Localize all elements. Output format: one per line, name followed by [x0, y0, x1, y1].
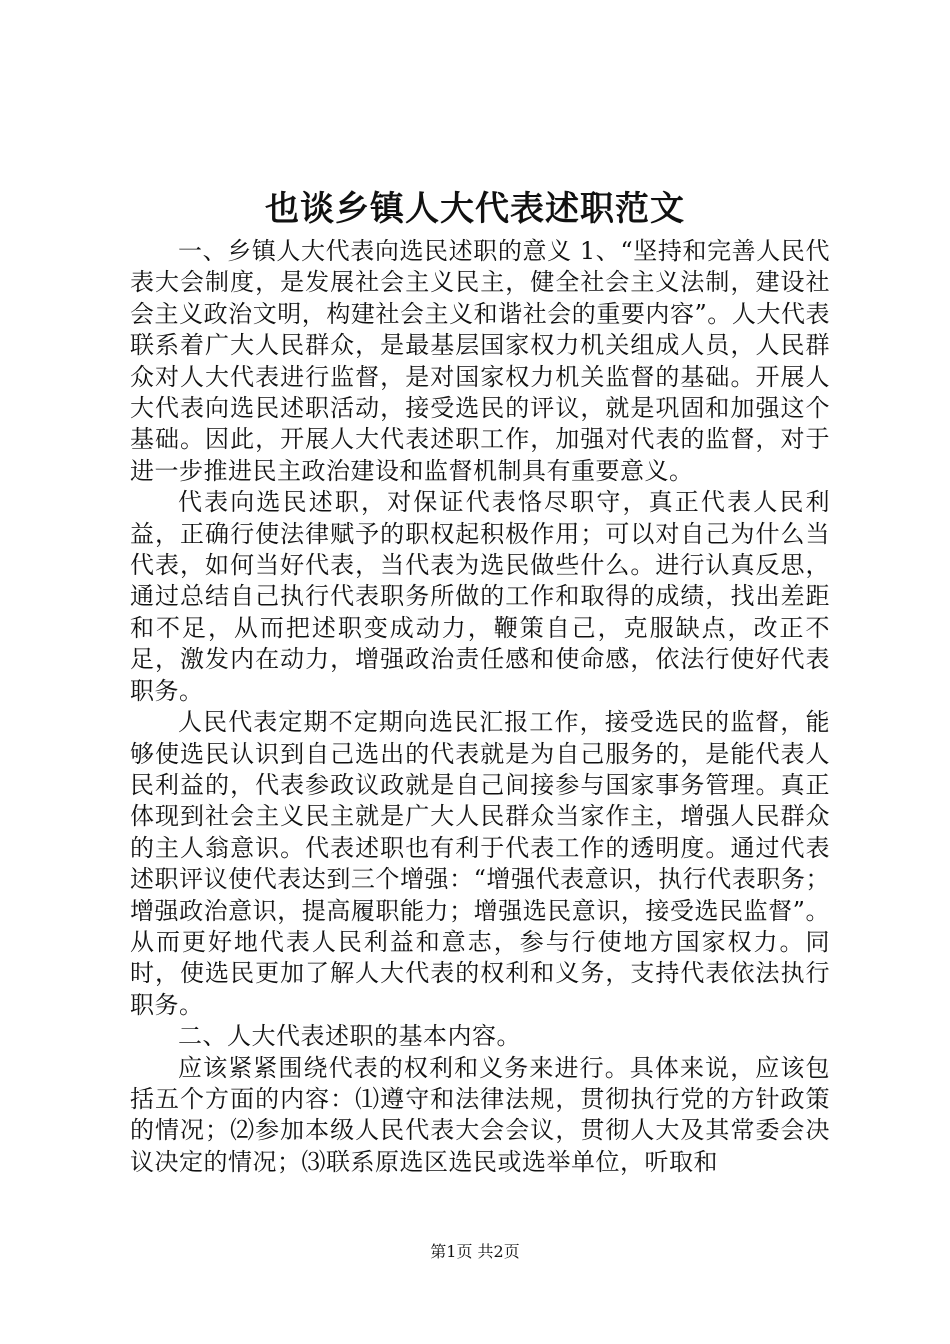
paragraph-1: 一、乡镇人大代表向选民述职的意义 1、“坚持和完善人民代表大会制度，是发展社会主义民主，健全社会主义法制，建设社会主义政治文明，构建社会主义和谐社会的重要内容”。人大代表联系着广大人民群众，是最基层国家权力机关组成人员，人民群众对人大代表进行监督，是对国家权力机关监督的基础。开展人大代表向选民述职活动，接受选民的评议，就是巩固和加强这个基础。因此，开展人大代表述职工作，加强对代表的监督，对于进一步推进民主政治建设和监督机制具有重要意义。: [130, 237, 830, 485]
paragraph-3: 人民代表定期不定期向选民汇报工作，接受选民的监督，能够使选民认识到自己选出的代表就是为自己服务的，是能代表人民利益的，代表参政议政就是自己间接参与国家事务管理。真正体现到社会主义民主就是广大人民群众当家作主，增强人民群众的主人翁意识。代表述职也有利于代表工作的透明度。通过代表述职评议使代表达到三个增强：“增强代表意识，执行代表职务；增强政治意识，提高履职能力；增强选民意识，接受选民监督”。从而更好地代表人民利益和意志，参与行使地方国家权力。同时，使选民更加了解人大代表的权利和义务，支持代表依法执行职务。: [130, 708, 830, 1019]
paragraph-2: 代表向选民述职，对保证代表恪尽职守，真正代表人民利益，正确行使法律赋予的职权起积极作用；可以对自己为什么当代表，如何当好代表，当代表为选民做些什么。进行认真反思，通过总结自己执行代表职务所做的工作和取得的成绩，找出差距和不足，从而把述职变成动力，鞭策自己，克服缺点，改正不足，激发内在动力，增强政治责任感和使命感，依法行使好代表职务。: [130, 488, 830, 705]
document-title: 也谈乡镇人大代表述职范文: [265, 189, 685, 229]
page-number-footer: 第1页 共2页: [430, 1242, 520, 1261]
document-body: [130, 236, 830, 1178]
section-heading-2: 二、人大代表述职的基本内容。: [178, 1022, 521, 1051]
paragraph-4: 应该紧紧围绕代表的权利和义务来进行。具体来说，应该包括五个方面的内容：⑴遵守和法律法规，贯彻执行党的方针政策的情况；⑵参加本级人民代表大会会议，贯彻人大及其常委会决议决定的情况；⑶联系原选区选民或选举单位，听取和: [130, 1053, 830, 1176]
